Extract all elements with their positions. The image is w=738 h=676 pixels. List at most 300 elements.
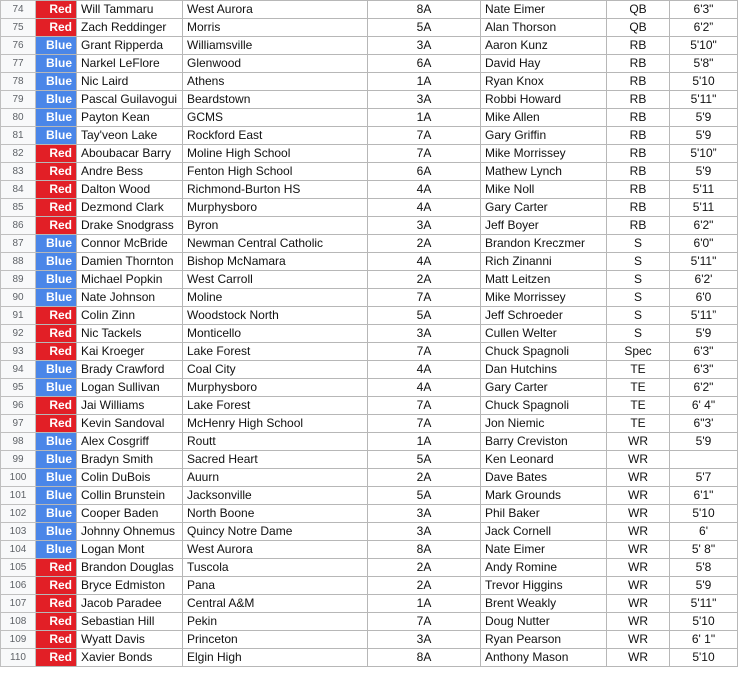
team-cell[interactable]: Red (36, 415, 77, 433)
position-cell[interactable]: TE (607, 361, 670, 379)
class-cell[interactable]: 3A (368, 325, 481, 343)
school-cell[interactable]: Quincy Notre Dame (183, 523, 368, 541)
table-row (1, 505, 738, 523)
class-cell[interactable]: 4A (368, 379, 481, 397)
height-cell[interactable]: 6' 4" (670, 397, 738, 415)
position-cell[interactable]: RB (607, 181, 670, 199)
position-cell[interactable]: RB (607, 109, 670, 127)
height-cell[interactable]: 6'0" (670, 235, 738, 253)
school-cell[interactable]: Central A&M (183, 595, 368, 613)
coach-cell[interactable]: Rich Zinanni (481, 253, 607, 271)
height-cell[interactable]: 5'9 (670, 109, 738, 127)
position-cell[interactable]: RB (607, 55, 670, 73)
coach-cell[interactable]: Dan Hutchins (481, 361, 607, 379)
table-row (1, 649, 738, 667)
height-cell[interactable]: 6'1" (670, 487, 738, 505)
school-cell[interactable]: Beardstown (183, 91, 368, 109)
row-number: 110 (1, 649, 36, 667)
coach-cell[interactable]: Gary Carter (481, 199, 607, 217)
coach-cell[interactable]: Chuck Spagnoli (481, 397, 607, 415)
height-cell[interactable]: 5'10” (670, 145, 738, 163)
table-row (1, 433, 738, 451)
team-cell[interactable]: Red (36, 397, 77, 415)
class-cell[interactable]: 1A (368, 109, 481, 127)
player-name-cell[interactable]: Andre Bess (77, 163, 183, 181)
team-cell[interactable]: Blue (36, 37, 77, 55)
team-cell[interactable]: Red (36, 649, 77, 667)
team-cell[interactable]: Red (36, 181, 77, 199)
team-cell[interactable]: Blue (36, 433, 77, 451)
coach-cell[interactable]: Jeff Schroeder (481, 307, 607, 325)
team-cell[interactable]: Blue (36, 253, 77, 271)
team-cell[interactable]: Blue (36, 271, 77, 289)
position-cell[interactable]: QB (607, 19, 670, 37)
coach-cell[interactable]: Doug Nutter (481, 613, 607, 631)
row-number: 106 (1, 577, 36, 595)
team-cell[interactable]: Red (36, 163, 77, 181)
player-name-cell[interactable]: Xavier Bonds (77, 649, 183, 667)
row-number: 84 (1, 181, 36, 199)
school-cell[interactable]: Lake Forest (183, 397, 368, 415)
school-cell[interactable]: Routt (183, 433, 368, 451)
position-cell[interactable]: WR (607, 559, 670, 577)
coach-cell[interactable]: Trevor Higgins (481, 577, 607, 595)
coach-cell[interactable]: Jeff Boyer (481, 217, 607, 235)
class-cell[interactable]: 4A (368, 361, 481, 379)
coach-cell[interactable]: Nate Eimer (481, 1, 607, 19)
player-name-cell[interactable]: Sebastian Hill (77, 613, 183, 631)
team-cell[interactable]: Red (36, 343, 77, 361)
position-cell[interactable]: RB (607, 127, 670, 145)
height-cell[interactable]: 6'2' (670, 271, 738, 289)
school-cell[interactable]: Williamsville (183, 37, 368, 55)
team-cell[interactable]: Blue (36, 451, 77, 469)
row-number: 82 (1, 145, 36, 163)
school-cell[interactable]: Monticello (183, 325, 368, 343)
table-row (1, 145, 738, 163)
player-name-cell[interactable]: Logan Mont (77, 541, 183, 559)
position-cell[interactable]: WR (607, 505, 670, 523)
player-name-cell[interactable]: Dezmond Clark (77, 199, 183, 217)
table-row (1, 523, 738, 541)
player-name-cell[interactable]: Nate Johnson (77, 289, 183, 307)
coach-cell[interactable]: Chuck Spagnoli (481, 343, 607, 361)
position-cell[interactable]: RB (607, 163, 670, 181)
player-name-cell[interactable]: Logan Sullivan (77, 379, 183, 397)
school-cell[interactable]: GCMS (183, 109, 368, 127)
coach-cell[interactable]: Nate Eimer (481, 541, 607, 559)
class-cell[interactable]: 8A (368, 649, 481, 667)
coach-cell[interactable]: Phil Baker (481, 505, 607, 523)
coach-cell[interactable]: Gary Carter (481, 379, 607, 397)
table-row (1, 91, 738, 109)
row-number: 104 (1, 541, 36, 559)
school-cell[interactable]: Moline High School (183, 145, 368, 163)
player-name-cell[interactable]: Jacob Paradee (77, 595, 183, 613)
class-cell[interactable]: 5A (368, 307, 481, 325)
position-cell[interactable]: RB (607, 217, 670, 235)
position-cell[interactable]: WR (607, 631, 670, 649)
coach-cell[interactable]: Cullen Welter (481, 325, 607, 343)
position-cell[interactable]: TE (607, 415, 670, 433)
position-cell[interactable]: WR (607, 649, 670, 667)
position-cell[interactable]: S (607, 307, 670, 325)
table-row (1, 631, 738, 649)
table-row (1, 595, 738, 613)
class-cell[interactable]: 2A (368, 469, 481, 487)
position-cell[interactable]: WR (607, 487, 670, 505)
coach-cell[interactable]: Ryan Knox (481, 73, 607, 91)
height-cell[interactable]: 6'2" (670, 379, 738, 397)
class-cell[interactable]: 7A (368, 145, 481, 163)
team-cell[interactable]: Blue (36, 487, 77, 505)
school-cell[interactable]: Pana (183, 577, 368, 595)
school-cell[interactable]: Lake Forest (183, 343, 368, 361)
player-name-cell[interactable]: Nic Laird (77, 73, 183, 91)
coach-cell[interactable]: Mike Allen (481, 109, 607, 127)
height-cell[interactable]: 5'10 (670, 505, 738, 523)
position-cell[interactable]: TE (607, 379, 670, 397)
height-cell[interactable]: 5'8 (670, 559, 738, 577)
height-cell[interactable]: 5'11" (670, 91, 738, 109)
height-cell[interactable]: 5'11" (670, 253, 738, 271)
height-cell[interactable]: 5'11 (670, 181, 738, 199)
class-cell[interactable]: 4A (368, 199, 481, 217)
player-name-cell[interactable]: Kai Kroeger (77, 343, 183, 361)
table-row (1, 19, 738, 37)
school-cell[interactable]: Coal City (183, 361, 368, 379)
class-cell[interactable]: 7A (368, 289, 481, 307)
position-cell[interactable]: RB (607, 91, 670, 109)
player-name-cell[interactable]: Wyatt Davis (77, 631, 183, 649)
table-row (1, 361, 738, 379)
coach-cell[interactable]: Matt Leitzen (481, 271, 607, 289)
position-cell[interactable]: WR (607, 523, 670, 541)
class-cell[interactable]: 7A (368, 127, 481, 145)
team-cell[interactable]: Blue (36, 541, 77, 559)
coach-cell[interactable]: Ken Leonard (481, 451, 607, 469)
class-cell[interactable]: 3A (368, 37, 481, 55)
table-row (1, 487, 738, 505)
row-number: 102 (1, 505, 36, 523)
coach-cell[interactable]: Jon Niemic (481, 415, 607, 433)
player-name-cell[interactable]: Narkel LeFlore (77, 55, 183, 73)
team-cell[interactable]: Blue (36, 505, 77, 523)
class-cell[interactable]: 2A (368, 559, 481, 577)
school-cell[interactable]: Woodstock North (183, 307, 368, 325)
height-cell[interactable]: 5'9 (670, 433, 738, 451)
position-cell[interactable]: WR (607, 595, 670, 613)
team-cell[interactable]: Blue (36, 127, 77, 145)
position-cell[interactable]: S (607, 289, 670, 307)
class-cell[interactable]: 4A (368, 181, 481, 199)
height-cell[interactable]: 6"3' (670, 415, 738, 433)
height-cell[interactable]: 5'7 (670, 469, 738, 487)
player-name-cell[interactable]: Jai Williams (77, 397, 183, 415)
player-name-cell[interactable]: Payton Kean (77, 109, 183, 127)
coach-cell[interactable]: Mathew Lynch (481, 163, 607, 181)
team-cell[interactable]: Blue (36, 523, 77, 541)
school-cell[interactable]: Newman Central Catholic (183, 235, 368, 253)
school-cell[interactable]: Murphysboro (183, 199, 368, 217)
team-cell[interactable]: Red (36, 577, 77, 595)
height-cell[interactable]: 6'2" (670, 217, 738, 235)
coach-cell[interactable]: Robbi Howard (481, 91, 607, 109)
school-cell[interactable]: Byron (183, 217, 368, 235)
class-cell[interactable]: 6A (368, 55, 481, 73)
row-number: 97 (1, 415, 36, 433)
player-name-cell[interactable]: Kevin Sandoval (77, 415, 183, 433)
school-cell[interactable]: Morris (183, 19, 368, 37)
school-cell[interactable]: Bishop McNamara (183, 253, 368, 271)
position-cell[interactable]: WR (607, 451, 670, 469)
class-cell[interactable]: 2A (368, 577, 481, 595)
player-name-cell[interactable]: Pascal Guilavogui (77, 91, 183, 109)
table-row (1, 253, 738, 271)
coach-cell[interactable]: Jack Cornell (481, 523, 607, 541)
height-cell[interactable]: 5' 8" (670, 541, 738, 559)
team-cell[interactable]: Red (36, 217, 77, 235)
table-row (1, 397, 738, 415)
team-cell[interactable]: Red (36, 325, 77, 343)
class-cell[interactable]: 4A (368, 253, 481, 271)
class-cell[interactable]: 8A (368, 541, 481, 559)
height-cell[interactable]: 6'2” (670, 19, 738, 37)
school-cell[interactable]: Athens (183, 73, 368, 91)
team-cell[interactable]: Blue (36, 73, 77, 91)
height-cell[interactable]: 5'10 (670, 649, 738, 667)
height-cell[interactable] (670, 451, 738, 469)
class-cell[interactable]: 7A (368, 613, 481, 631)
player-name-cell[interactable]: Colin Zinn (77, 307, 183, 325)
team-cell[interactable]: Red (36, 19, 77, 37)
school-cell[interactable]: Fenton High School (183, 163, 368, 181)
coach-cell[interactable]: Anthony Mason (481, 649, 607, 667)
coach-cell[interactable]: Alan Thorson (481, 19, 607, 37)
row-number: 79 (1, 91, 36, 109)
height-cell[interactable]: 5'11” (670, 307, 738, 325)
class-cell[interactable]: 3A (368, 523, 481, 541)
class-cell[interactable]: 1A (368, 433, 481, 451)
row-number: 93 (1, 343, 36, 361)
class-cell[interactable]: 3A (368, 631, 481, 649)
player-name-cell[interactable]: Alex Cosgriff (77, 433, 183, 451)
player-name-cell[interactable]: Connor McBride (77, 235, 183, 253)
team-cell[interactable]: Red (36, 595, 77, 613)
height-cell[interactable]: 5'9 (670, 163, 738, 181)
table-row (1, 541, 738, 559)
coach-cell[interactable]: Mike Morrissey (481, 145, 607, 163)
player-name-cell[interactable]: Zach Reddinger (77, 19, 183, 37)
class-cell[interactable]: 1A (368, 73, 481, 91)
school-cell[interactable]: Murphysboro (183, 379, 368, 397)
team-cell[interactable]: Red (36, 631, 77, 649)
player-name-cell[interactable]: Drake Snodgrass (77, 217, 183, 235)
position-cell[interactable]: S (607, 271, 670, 289)
team-cell[interactable]: Red (36, 613, 77, 631)
team-cell[interactable]: Blue (36, 109, 77, 127)
table-row (1, 343, 738, 361)
school-cell[interactable]: Richmond-Burton HS (183, 181, 368, 199)
position-cell[interactable]: RB (607, 73, 670, 91)
player-name-cell[interactable]: Colin DuBois (77, 469, 183, 487)
coach-cell[interactable]: Brandon Kreczmer (481, 235, 607, 253)
position-cell[interactable]: WR (607, 469, 670, 487)
table-row (1, 217, 738, 235)
position-cell[interactable]: S (607, 253, 670, 271)
class-cell[interactable]: 5A (368, 19, 481, 37)
coach-cell[interactable]: Ryan Pearson (481, 631, 607, 649)
row-number: 90 (1, 289, 36, 307)
row-number: 80 (1, 109, 36, 127)
position-cell[interactable]: WR (607, 577, 670, 595)
school-cell[interactable]: Rockford East (183, 127, 368, 145)
table-row (1, 163, 738, 181)
height-cell[interactable]: 5'9 (670, 127, 738, 145)
player-name-cell[interactable]: Cooper Baden (77, 505, 183, 523)
class-cell[interactable]: 7A (368, 397, 481, 415)
class-cell[interactable]: 3A (368, 217, 481, 235)
table-row (1, 379, 738, 397)
class-cell[interactable]: 7A (368, 415, 481, 433)
height-cell[interactable]: 5'10 (670, 73, 738, 91)
team-cell[interactable]: Blue (36, 469, 77, 487)
position-cell[interactable]: RB (607, 199, 670, 217)
player-name-cell[interactable]: Bryce Edmiston (77, 577, 183, 595)
height-cell[interactable]: 5'11" (670, 595, 738, 613)
position-cell[interactable]: Spec (607, 343, 670, 361)
position-cell[interactable]: QB (607, 1, 670, 19)
team-cell[interactable]: Blue (36, 55, 77, 73)
height-cell[interactable]: 6'0 (670, 289, 738, 307)
player-name-cell[interactable]: Brady Crawford (77, 361, 183, 379)
team-cell[interactable]: Blue (36, 91, 77, 109)
position-cell[interactable]: RB (607, 37, 670, 55)
player-name-cell[interactable]: Collin Brunstein (77, 487, 183, 505)
coach-cell[interactable]: David Hay (481, 55, 607, 73)
height-cell[interactable]: 6' (670, 523, 738, 541)
row-number: 101 (1, 487, 36, 505)
height-cell[interactable]: 5'8" (670, 55, 738, 73)
position-cell[interactable]: RB (607, 145, 670, 163)
team-cell[interactable]: Red (36, 1, 77, 19)
school-cell[interactable]: Auurn (183, 469, 368, 487)
position-cell[interactable]: WR (607, 613, 670, 631)
player-name-cell[interactable]: Will Tammaru (77, 1, 183, 19)
class-cell[interactable]: 7A (368, 343, 481, 361)
school-cell[interactable]: North Boone (183, 505, 368, 523)
table-row (1, 307, 738, 325)
table-row (1, 559, 738, 577)
player-name-cell[interactable]: Damien Thornton (77, 253, 183, 271)
row-number: 76 (1, 37, 36, 55)
class-cell[interactable]: 5A (368, 487, 481, 505)
coach-cell[interactable]: Mark Grounds (481, 487, 607, 505)
school-cell[interactable]: Tuscola (183, 559, 368, 577)
player-name-cell[interactable]: Bradyn Smith (77, 451, 183, 469)
table-row (1, 235, 738, 253)
school-cell[interactable]: Princeton (183, 631, 368, 649)
school-cell[interactable]: Pekin (183, 613, 368, 631)
position-cell[interactable]: S (607, 235, 670, 253)
team-cell[interactable]: Blue (36, 289, 77, 307)
player-name-cell[interactable]: Tay'veon Lake (77, 127, 183, 145)
height-cell[interactable]: 5'10" (670, 37, 738, 55)
class-cell[interactable]: 8A (368, 1, 481, 19)
class-cell[interactable]: 2A (368, 235, 481, 253)
team-cell[interactable]: Red (36, 199, 77, 217)
school-cell[interactable]: Elgin High (183, 649, 368, 667)
table-row (1, 415, 738, 433)
school-cell[interactable]: West Carroll (183, 271, 368, 289)
coach-cell[interactable]: Aaron Kunz (481, 37, 607, 55)
row-number: 100 (1, 469, 36, 487)
height-cell[interactable]: 6'3" (670, 1, 738, 19)
team-cell[interactable]: Blue (36, 379, 77, 397)
class-cell[interactable]: 3A (368, 505, 481, 523)
row-number: 103 (1, 523, 36, 541)
coach-cell[interactable]: Mike Morrissey (481, 289, 607, 307)
player-name-cell[interactable]: Michael Popkin (77, 271, 183, 289)
height-cell[interactable]: 5'10 (670, 613, 738, 631)
school-cell[interactable]: McHenry High School (183, 415, 368, 433)
height-cell[interactable]: 6' 1" (670, 631, 738, 649)
player-name-cell[interactable]: Grant Ripperda (77, 37, 183, 55)
player-name-cell[interactable]: Dalton Wood (77, 181, 183, 199)
height-cell[interactable]: 5'11 (670, 199, 738, 217)
height-cell[interactable]: 5'9 (670, 577, 738, 595)
height-cell[interactable]: 6'3" (670, 343, 738, 361)
class-cell[interactable]: 3A (368, 91, 481, 109)
coach-cell[interactable]: Dave Bates (481, 469, 607, 487)
position-cell[interactable]: S (607, 325, 670, 343)
team-cell[interactable]: Red (36, 559, 77, 577)
school-cell[interactable]: Jacksonville (183, 487, 368, 505)
school-cell[interactable]: Moline (183, 289, 368, 307)
coach-cell[interactable]: Brent Weakly (481, 595, 607, 613)
position-cell[interactable]: WR (607, 541, 670, 559)
school-cell[interactable]: West Aurora (183, 541, 368, 559)
position-cell[interactable]: TE (607, 397, 670, 415)
team-cell[interactable]: Blue (36, 235, 77, 253)
school-cell[interactable]: Sacred Heart (183, 451, 368, 469)
class-cell[interactable]: 2A (368, 271, 481, 289)
coach-cell[interactable]: Mike Noll (481, 181, 607, 199)
team-cell[interactable]: Blue (36, 361, 77, 379)
table-row (1, 37, 738, 55)
team-cell[interactable]: Red (36, 145, 77, 163)
class-cell[interactable]: 1A (368, 595, 481, 613)
row-number: 88 (1, 253, 36, 271)
position-cell[interactable]: WR (607, 433, 670, 451)
row-number: 109 (1, 631, 36, 649)
player-name-cell[interactable]: Brandon Douglas (77, 559, 183, 577)
row-number: 81 (1, 127, 36, 145)
player-name-cell[interactable]: Aboubacar Barry (77, 145, 183, 163)
class-cell[interactable]: 5A (368, 451, 481, 469)
height-cell[interactable]: 6'3" (670, 361, 738, 379)
class-cell[interactable]: 6A (368, 163, 481, 181)
player-name-cell[interactable]: Johnny Ohnemus (77, 523, 183, 541)
coach-cell[interactable]: Barry Creviston (481, 433, 607, 451)
school-cell[interactable]: West Aurora (183, 1, 368, 19)
coach-cell[interactable]: Andy Romine (481, 559, 607, 577)
player-name-cell[interactable]: Nic Tackels (77, 325, 183, 343)
team-cell[interactable]: Red (36, 307, 77, 325)
coach-cell[interactable]: Gary Griffin (481, 127, 607, 145)
height-cell[interactable]: 5'9 (670, 325, 738, 343)
school-cell[interactable]: Glenwood (183, 55, 368, 73)
